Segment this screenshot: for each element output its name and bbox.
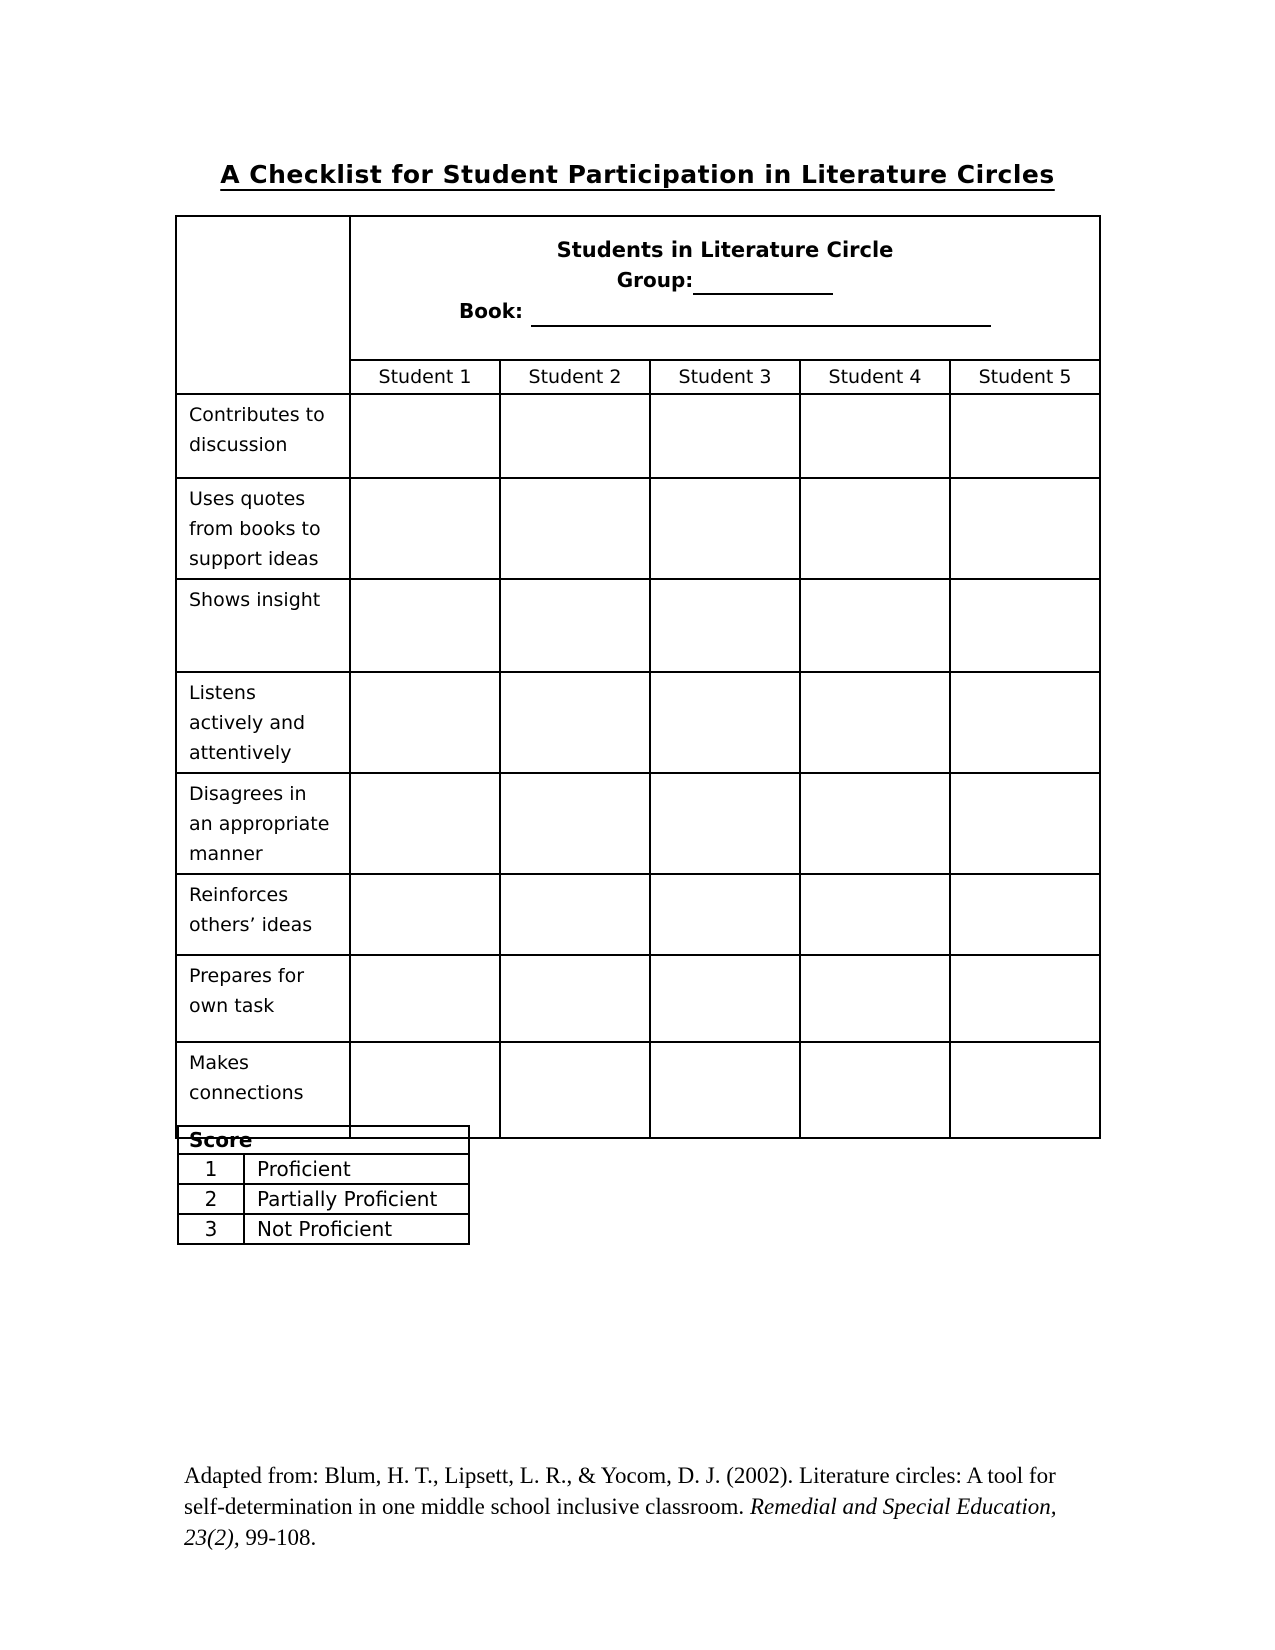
grade-cell <box>350 773 500 874</box>
score-label: Proficient <box>244 1154 469 1184</box>
grade-cell <box>800 955 950 1042</box>
book-label: Book: <box>459 299 524 323</box>
grade-cell <box>350 672 500 773</box>
table-row <box>176 955 1100 1042</box>
group-header-title: Students in Literature Circle <box>556 238 894 262</box>
grade-cell <box>800 579 950 672</box>
grade-cell <box>950 874 1100 955</box>
row-label: Makes connections <box>176 1042 350 1138</box>
grade-cell <box>500 955 650 1042</box>
table-row <box>176 1042 1100 1138</box>
book-blank-line <box>531 307 991 327</box>
citation-pages: 99-108. <box>239 1525 317 1550</box>
grade-cell <box>650 478 800 579</box>
citation-journal-italic: Remedial and Special Education, 23(2), <box>184 1494 1057 1550</box>
row-label: Contributes to discussion <box>176 394 350 478</box>
table-row <box>176 874 1100 955</box>
grade-cell <box>650 874 800 955</box>
grade-cell <box>800 672 950 773</box>
grade-cell <box>800 773 950 874</box>
row-label: Uses quotes from books to support ideas <box>176 478 350 579</box>
grade-cell <box>350 1042 500 1138</box>
grade-cell <box>950 579 1100 672</box>
grade-cell <box>350 478 500 579</box>
grade-cell <box>350 579 500 672</box>
score-row <box>178 1154 469 1184</box>
grade-cell <box>950 478 1100 579</box>
grade-cell <box>650 1042 800 1138</box>
row-label: Disagrees in an appropriate manner <box>176 773 350 874</box>
row-label: Reinforces others’ ideas <box>176 874 350 955</box>
column-header-student-5: Student 5 <box>950 360 1100 394</box>
grade-cell <box>800 394 950 478</box>
grade-cell <box>500 874 650 955</box>
grade-cell <box>350 874 500 955</box>
grade-cell <box>500 394 650 478</box>
grade-cell <box>650 579 800 672</box>
grade-cell <box>650 955 800 1042</box>
table-row <box>176 394 1100 478</box>
column-header-student-1: Student 1 <box>350 360 500 394</box>
grade-cell <box>500 773 650 874</box>
row-label: Prepares for own task <box>176 955 350 1042</box>
grade-cell <box>650 672 800 773</box>
group-blank-line <box>693 275 833 295</box>
table-row <box>176 579 1100 672</box>
grade-cell <box>350 394 500 478</box>
grade-cell <box>950 773 1100 874</box>
score-value: 3 <box>178 1214 244 1244</box>
score-legend-table <box>177 1125 470 1245</box>
grade-cell <box>800 478 950 579</box>
row-label: Shows insight <box>176 579 350 672</box>
grade-cell <box>650 773 800 874</box>
score-row <box>178 1184 469 1214</box>
corner-cell <box>176 216 350 394</box>
citation-text: Adapted from: Blum, H. T., Lipsett, L. R., & Yocom, D. J. (2002). Literature circles: A tool for self-determination in one middle school inclusive classroom. <box>184 1463 1056 1519</box>
grade-cell <box>500 1042 650 1138</box>
grade-cell <box>500 478 650 579</box>
table-row <box>176 773 1100 874</box>
page-title: A Checklist for Student Participation in Literature Circles <box>220 160 1055 189</box>
table-row <box>176 478 1100 579</box>
column-header-student-4: Student 4 <box>800 360 950 394</box>
row-label: Listens actively and attentively <box>176 672 350 773</box>
score-table-title: Score <box>178 1126 469 1154</box>
grade-cell <box>500 672 650 773</box>
score-value: 1 <box>178 1154 244 1184</box>
grade-cell <box>650 394 800 478</box>
table-row <box>176 672 1100 773</box>
group-header-cell <box>350 216 1100 360</box>
score-value: 2 <box>178 1184 244 1214</box>
column-header-student-2: Student 2 <box>500 360 650 394</box>
grade-cell <box>350 955 500 1042</box>
grade-cell <box>950 1042 1100 1138</box>
grade-cell <box>800 874 950 955</box>
column-header-student-3: Student 3 <box>650 360 800 394</box>
participation-table <box>175 215 1101 1139</box>
grade-cell <box>950 672 1100 773</box>
grade-cell <box>800 1042 950 1138</box>
grade-cell <box>950 394 1100 478</box>
citation <box>184 1460 1084 1553</box>
score-label: Not Proficient <box>244 1214 469 1244</box>
group-label: Group: <box>616 268 694 292</box>
grade-cell <box>950 955 1100 1042</box>
grade-cell <box>500 579 650 672</box>
score-row <box>178 1214 469 1244</box>
score-label: Partially Proficient <box>244 1184 469 1214</box>
